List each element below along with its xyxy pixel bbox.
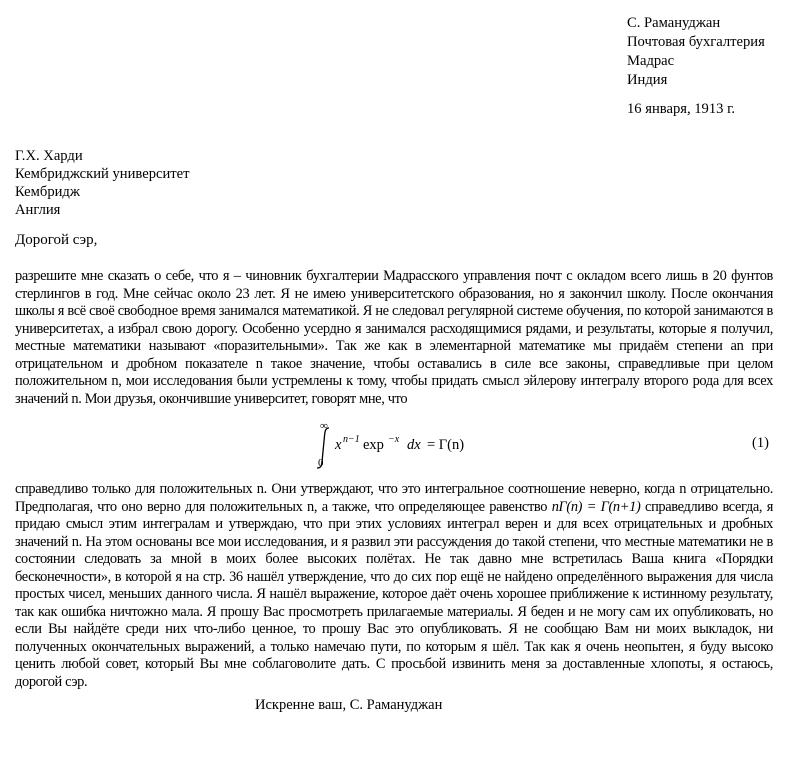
recipient-country: Англия — [15, 202, 61, 218]
body-paragraph-1: разрешите мне сказать о себе, что я – чиновник бухгалтерии Мадрасского управления почт с окладом всего лишь в 20 фунтов стерлингов в год. Мне сейчас около 23 лет. Я не имею университетского образования, но я закончил школу. После окончания школы я всё своё свободное время занимался математикой. Я не следовал регулярной системе обучения, по которой занимаются в университетах, а избрал свою дорогу. Особенно усердно я занимался расходящимися рядами, и результаты, которые я получил, местные математики называют «поразительными». Так же как в элементарной математике мы придаём степени an при отрицательном и дробном показателе n такое значение, чтобы оставались в силе все законы, справедливые при целом положительном n, мои исследования были устремлены к тому, чтобы придать смысл эйлерову интегралу второго рода для всех значений n. Мои друзья, окончившие университет, говорят мне, что — [15, 268, 773, 407]
recipient-name: Г.Х. Харди — [15, 148, 83, 164]
paragraph-2-part-a: справедливо только для положительных n. Они утверждают, что это интегральное соотношение неверно, когда n отрицательно. Предполагая, что оно верно для положительных n, а также, что определяющее равенство — [15, 481, 773, 515]
integrand-base: x — [335, 437, 342, 453]
sender-country: Индия — [627, 72, 668, 88]
inline-math-gamma: nΓ(n) = Γ(n+1) — [551, 498, 641, 515]
integral-lower-limit: 0 — [318, 457, 324, 469]
exp-argument: −x — [388, 434, 400, 445]
sender-city: Мадрас — [627, 53, 675, 69]
closing-signature: Искренне ваш, С. Рамануджан — [255, 697, 443, 713]
integrand-exponent: n−1 — [343, 434, 360, 445]
recipient-block — [15, 148, 190, 220]
equation-number: (1) — [752, 435, 769, 451]
sender-block — [627, 15, 765, 91]
integral-equation — [305, 416, 505, 476]
recipient-institution: Кембриджский университет — [15, 166, 190, 182]
letter-date: 16 января, 1913 г. — [627, 101, 736, 117]
differential: dx — [407, 437, 421, 453]
exp-function: exp — [363, 437, 384, 453]
recipient-city: Кембридж — [15, 184, 80, 200]
paragraph-2-part-b: справедливо всегда, я придаю смысл этим интегралам и утверждаю, что при этих условиях интеграл верен и для всех отрицательных и дробных значений n. На этом основаны все мои исследования, и я развил эти рассуждения до такой степени, что местные математики не в состоянии следовать за мной в моих более высоких полётах. Не так давно мне встретилась Ваша книга «Порядки бесконечности», в которой я на стр. 36 нашёл утверждение, что до сих пор ещё не найдено определённого выражения для числа простых чисел, меньших данного числа. Я нашёл выражение, которое даёт очень хорошее приближение к истинному результату, так как ошибка ничтожно мала. Я прошу Вас просмотреть прилагаемые материалы. Я беден и не могу сам их опубликовать, но если Вы найдёте среди них что-либо ценное, то прошу Вас это опубликовать. Я не сообщаю Вам ни моих выкладок, ни полученных окончательных выражений, а только намечаю пути, по которым я шёл. Так как я очень неопытен, я буду высоко ценить любой совет, который Вы мне соблаговолите дать. С просьбой извинить меня за доставленные хлопоты, я остаюсь, дорогой сэр. — [15, 498, 774, 690]
integral-upper-limit: ∞ — [320, 420, 328, 432]
equation-rhs: = Γ(n) — [427, 437, 465, 453]
sender-name: С. Рамануджан — [627, 15, 721, 31]
greeting: Дорогой сэр, — [15, 232, 98, 248]
body-paragraph-2 — [15, 481, 773, 691]
sender-office: Почтовая бухгалтерия — [627, 34, 765, 50]
